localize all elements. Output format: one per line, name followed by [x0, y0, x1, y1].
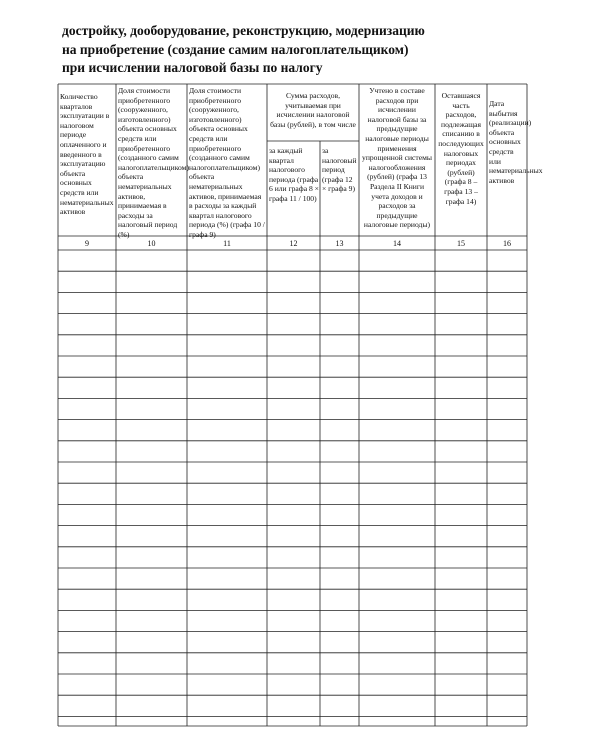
column-number-11: 11: [223, 239, 231, 248]
header-col-9: Количество кварталов эксплуатации в налоговом периоде оплаченного и введенного в эксплуатацию объекта основных средств или нематериальных активов: [60, 92, 114, 217]
column-number-10: 10: [147, 239, 156, 248]
column-number-13: 13: [335, 239, 344, 248]
header-col-14: Учтено в составе расходов при исчислении налоговой базы за предыдущие налоговые периоды применения упрощенной системы налогообложения (рублей) (графа 13 Раздела II Книги учета доходов и расходов за предыдущие налоговые периоды): [362, 86, 432, 230]
title-line-3: при исчислении налоговой базы по налогу: [62, 60, 323, 75]
group-header-expenses: Сумма расходов, учитываемая при исчислении налоговой базы (рублей), в том числе: [270, 91, 356, 129]
header-col-15: Оставшаяся часть расходов, подлежащая списанию в последующих налоговых периодах (рублей) (графа 8 – графа 13 – графа 14): [438, 91, 484, 206]
column-number-12: 12: [289, 239, 298, 248]
title-line-1: достройку, дооборудование, реконструкцию, модернизацию: [62, 23, 425, 38]
title-line-2: на приобретение (создание самим налогоплательщиком): [62, 42, 409, 57]
column-number-9: 9: [85, 239, 89, 248]
header-col-10: Доля стоимости приобретенного (сооруженного, изготовленного) объекта основных средств или приобретенного (созданного самим налогоплательщиком) объекта нематериальных активов, принимаемая в расходы за налоговый период (%): [118, 86, 189, 239]
header-col-13: за налоговый период (графа 12 × графа 9): [322, 146, 357, 194]
header-col-11: Доля стоимости приобретенного (сооруженного, изготовленного) объекта основных средств или приобретенного (созданного самим налогоплательщиком) объекта нематериальных активов, принимаемая в расходы за каждый квартал налогового периода (%) (графа 10 / графа 9): [189, 86, 265, 239]
header-col-12: за каждый квартал налогового периода (графа 6 или графа 8 × графа 11 / 100): [269, 146, 319, 203]
header-col-16: Дата выбытия (реализации) объекта основных средств или нематериальных активов: [489, 99, 543, 185]
column-number-14: 14: [393, 239, 401, 248]
column-number-15: 15: [457, 239, 465, 248]
column-number-16: 16: [503, 239, 511, 248]
